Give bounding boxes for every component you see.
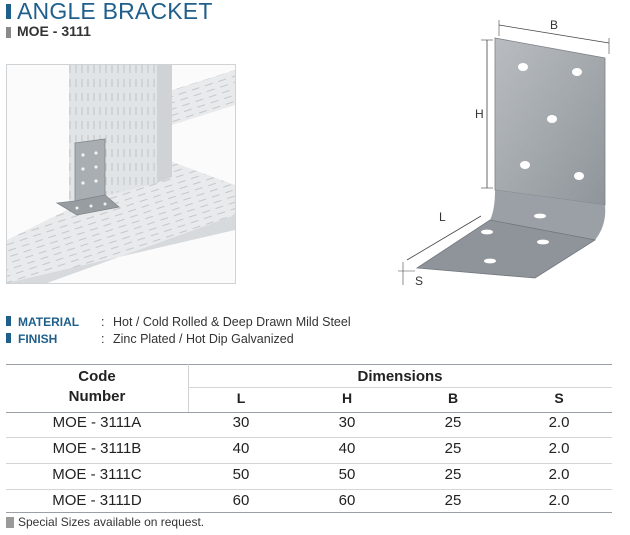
column-header-s: S bbox=[554, 390, 564, 406]
table-cell-b: 25 bbox=[444, 466, 462, 483]
table-row-code: MOE - 3111D bbox=[52, 492, 142, 509]
table-cell-b: 25 bbox=[444, 492, 462, 509]
row-rule bbox=[6, 489, 612, 490]
table-row-code: MOE - 3111B bbox=[52, 440, 142, 457]
finish-label: FINISH bbox=[18, 332, 58, 346]
page-title: ANGLE BRACKET bbox=[17, 0, 213, 24]
material-label: MATERIAL bbox=[18, 315, 80, 329]
dimension-label-h: H bbox=[475, 107, 484, 121]
note-marker bbox=[6, 517, 14, 528]
dimension-label-l: L bbox=[439, 210, 446, 224]
code-header-line2: Number bbox=[68, 388, 126, 405]
header-bottom-rule bbox=[6, 412, 612, 413]
table-cell-l: 60 bbox=[232, 492, 250, 509]
table-cell-l: 50 bbox=[232, 466, 250, 483]
dimension-label-s: S bbox=[415, 274, 424, 288]
dimensions-header: Dimensions bbox=[357, 368, 443, 385]
installation-illustration bbox=[6, 64, 236, 284]
table-row-code: MOE - 3111A bbox=[52, 414, 142, 431]
material-separator: : bbox=[101, 315, 105, 329]
table-cell-b: 25 bbox=[444, 414, 462, 431]
title-accent-bar bbox=[6, 4, 11, 19]
table-row-code: MOE - 3111C bbox=[52, 466, 142, 483]
footer-note: Special Sizes available on request. bbox=[18, 515, 205, 529]
finish-value: Zinc Plated / Hot Dip Galvanized bbox=[113, 332, 294, 346]
table-cell-l: 30 bbox=[232, 414, 250, 431]
table-cell-l: 40 bbox=[232, 440, 250, 457]
column-header-l: L bbox=[236, 390, 246, 406]
code-marker bbox=[6, 27, 11, 38]
table-cell-h: 60 bbox=[338, 492, 356, 509]
table-cell-h: 30 bbox=[338, 414, 356, 431]
bracket-drawing bbox=[395, 10, 620, 295]
group-header-rule bbox=[188, 387, 612, 388]
material-marker bbox=[6, 316, 11, 326]
table-cell-s: 2.0 bbox=[548, 466, 570, 483]
table-bottom-rule bbox=[6, 512, 612, 513]
product-code: MOE - 3111 bbox=[17, 23, 91, 39]
row-rule bbox=[6, 437, 612, 438]
table-cell-h: 50 bbox=[338, 466, 356, 483]
column-header-h: H bbox=[341, 390, 353, 406]
table-cell-b: 25 bbox=[444, 440, 462, 457]
code-header-line1: Code bbox=[78, 368, 116, 385]
table-cell-s: 2.0 bbox=[548, 440, 570, 457]
row-rule bbox=[6, 463, 612, 464]
table-top-rule bbox=[6, 364, 612, 365]
table-cell-s: 2.0 bbox=[548, 414, 570, 431]
table-cell-h: 40 bbox=[338, 440, 356, 457]
column-header-b: B bbox=[447, 390, 459, 406]
table-cell-s: 2.0 bbox=[548, 492, 570, 509]
dimension-label-b: B bbox=[550, 18, 559, 32]
finish-separator: : bbox=[101, 332, 105, 346]
dimensions-table bbox=[6, 364, 612, 512]
finish-marker bbox=[6, 333, 11, 343]
material-value: Hot / Cold Rolled & Deep Drawn Mild Steel bbox=[113, 315, 351, 329]
